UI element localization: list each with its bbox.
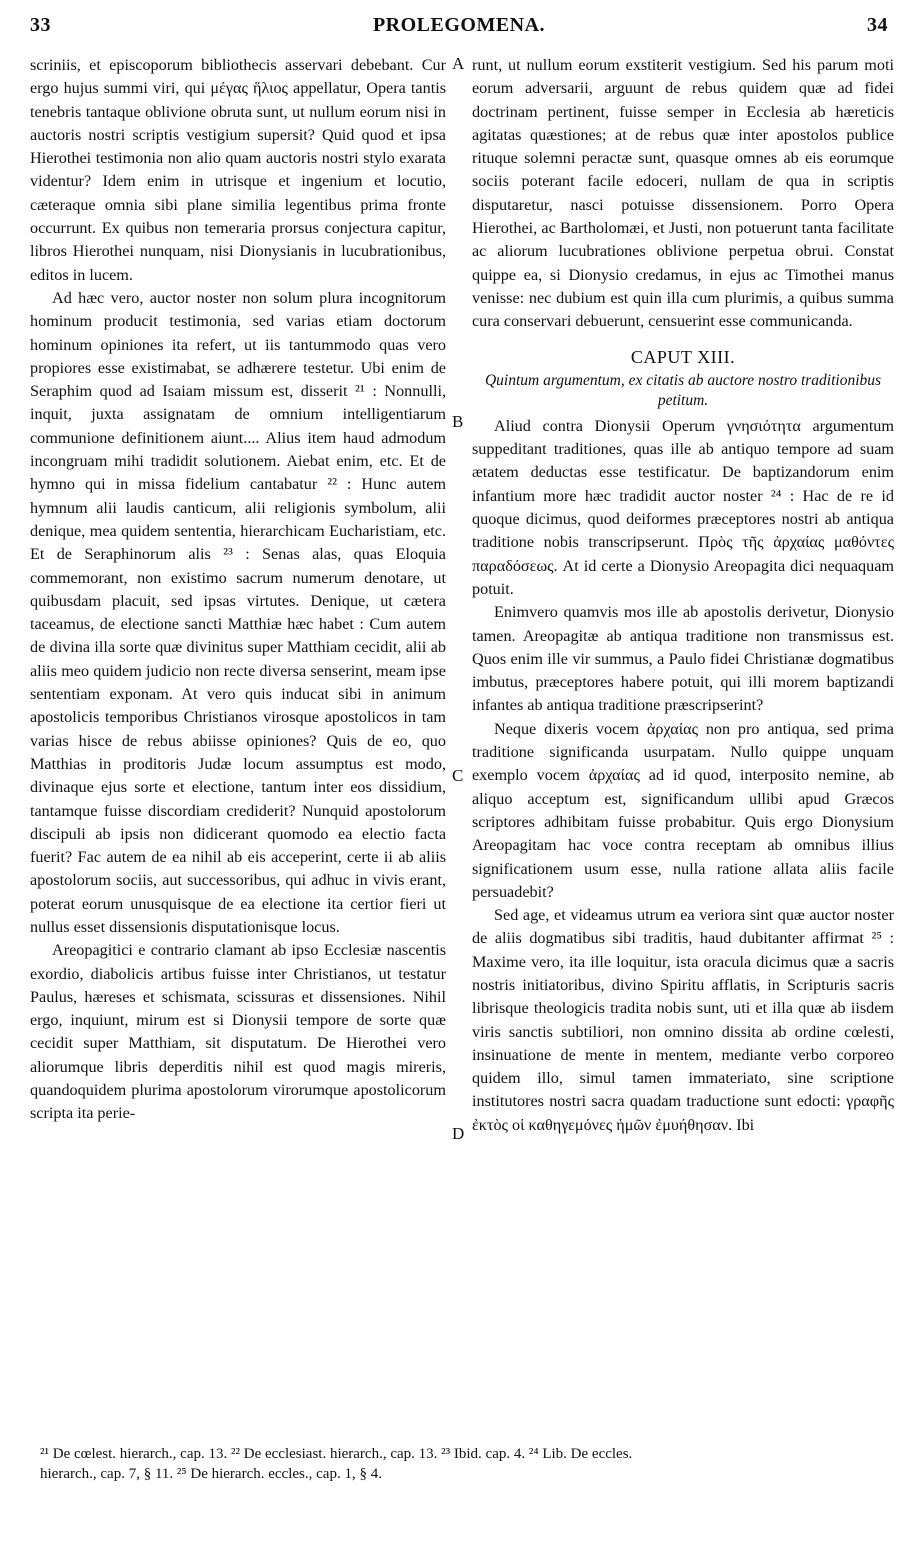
page-header <box>30 14 888 44</box>
left-paragraph-2: Ad hæc vero, auctor noster non solum plura incognitorum hominum producit testimonia, sed varias etiam doctorum hominum opiniones ita refert, ut iis tantummodo quas vero propiores esse existimabat, se adhærere testetur. Ubi enim de Seraphim quod ad Isaiam missum est, disserit ²¹ : Nonnulli, inquit, juxta assignatam de omnium intelligentiarum communione definitionem aiunt.... Alius item haud admodum incongruam mihi tradidit solutionem. Aiebat enim, etc. Et de hymno qui in missa fidelium cantabatur ²² : Hunc autem hymnum alii laudis canticum, alii religionis symbolum, alii denique, mea quidem sententia, hierarchicam Eucharistiam, etc. Et de Seraphinorum alis ²³ : Senas alas, quas Eloquia commemorant, non existimo sacrum numerum denotare, ut quibusdam placuit, sed ipsas virtutes. Denique, ut cætera taceamus, de electione sancti Matthiæ hæc habet : Cum autem de divina illa sorte quæ divinitus super Matthiam cecidit, alii ab aliis meo quidem judicio non recte diversa senserint, meam ipse sententiam exponam. At vero quis inducat sibi in animum apostolicis temporibus Christianos virosque apostolicos in tam varias hisce de rebus abiisse opiniones? Quis de eo, quo Matthias in proditoris Judæ locum assumptus est modo, divinaque ejus sorte et electione, tantum inter eos dissidium, tantamque fuisse discordiam crediderit? Nunquid apostolorum discipuli ab ipsis non didicerant quomodo ea electio facta fuerit? Fac autem de ea nihil ab eis acceperint, certe ii ab aliis apostolorum sociis, aut successoribus, qui adhuc in vivis erant, poterat eorum unusquisque de ea electione ita certior fieri ut nullus esset dissensionis disputationisque locus. <box>30 288 446 936</box>
right-paragraph-3: Enimvero quamvis mos ille ab apostolis derivetur, Dionysio tamen. Areopagitæ ab antiqua traditione non transmissus est. Quos enim ille vir summus, a Paulo fidei Christianæ dogmatibus imbutus, præceptores habere potuit, qui illi morem baptizandi infantes ab antiqua traditione præscripserint? <box>472 603 894 715</box>
left-paragraph-3: Areopagitici e contrario clamant ab ipso Ecclesiæ nascentis exordio, diabolicis artibus fuisse inter Christianos, ut testatur Paulus, hæreses et schismata, scissuras et dissensiones. Nihil ergo, inquiunt, mirum est si Dionysii tempore de sorte quæ cecidit super Matthiam, sit disputatum. De Hierothei vero aliorumque libris deperditis nihil est quod magis mireris, quandoquidem plurima apostolorum virorumque apostolicorum scripta ita perie- <box>30 941 446 1123</box>
margin-letter-b: B <box>452 412 464 431</box>
footnote-line-1: ²¹ De cœlest. hierarch., cap. 13. ²² De ecclesiast. hierarch., cap. 13. ²³ Ibid. cap. 4. ²⁴ Lib. De eccles. <box>40 1446 633 1462</box>
footnote-line-2: hierarch., cap. 7, § 11. ²⁵ De hierarch. eccles., cap. 1, § 4. <box>40 1466 382 1482</box>
footnotes <box>40 1444 886 1484</box>
chapter-heading: CAPUT XIII. <box>630 346 736 367</box>
running-title: PROLEGOMENA. <box>372 14 546 36</box>
right-paragraph-4: Neque dixeris vocem ἀρχαίας non pro antiqua, sed prima traditione significanda usurpatam. Nullo quippe unquam exemplo vocem ἀρχαίας ad id quod, interposito nemine, ab aliquo acceptum est, significandum ullibi apud Græcos scriptores adhibitam fuisse probabitur. Quis ergo Dionysium Areopagitam hac voce contra receptam ab omnibus illius significationem usum esse, nulla ratione allata aliis facile persuadebit? <box>472 719 894 901</box>
right-paragraph-1: runt, ut nullum eorum exstiterit vestigium. Sed his parum moti eorum adversarii, arguunt de rebus quidem quæ ad fidei doctrinam pertinent, fuisse semper in Ecclesia ab hæreticis agitatas quæstiones; at de rebus quæ inter apostolos publice rituque solemni peractæ sunt, quasque omnes ab eis eorumque sociis poterant facile edoceri, nullam de qua in scriptis disputaretur, nasci potuisse dissensionem. Porro Opera Hierothei, ac Bartholomæi, et Justi, non potuerunt tanta facilitate ac aliorum lucubrationes oblivione perpetua obrui. Constat quippe ea, si Dionysio credamus, in ejus ac Timothei manus venisse: nec dubium est quin illa cum plurimis, a quibus summa cura conservari debuerunt, censuerint esse communicanda. <box>472 56 894 331</box>
margin-letter-d: D <box>452 1124 465 1143</box>
page-number-right: 34 <box>867 14 888 36</box>
right-column <box>472 54 894 1137</box>
right-paragraph-5: Sed age, et videamus utrum ea veriora sint quæ auctor noster de aliis dogmatibus sibi traditis, haud dubitanter affirmat ²⁵ : Maxime vero, ita ille loquitur, ista oracula dicimus quæ a sacris nostris initiatoribus, divino Spiritu afflatis, in Scripturis sacris librisque theologicis tradita nobis sunt, uti et illa quæ ab iisdem viris sanctis subtiliori, non omnino dissita ab ordine cœlesti, insinuatione de mente in mentem, mediante verbo corporeo quidem illo, simul tamen immateriato, sine scriptione institutores nostri sacra quadam traductione sunt edocti: γραφῆς ἐκτὸς οἱ καθηγεμόνες ἡμῶν ἐμυήθησαν. Ibi <box>472 906 894 1134</box>
left-paragraph-1: scriniis, et episcoporum bibliothecis asservari debebant. Cur ergo hujus summi viri, qui μέγας ἥλιος appellatur, Opera tantis tenebris tantaque oblivione obruta sunt, ut nullum eorum nisi in auctoris nostri scriptis vestigium supersit? Quid quod et ipsa Hierothei testimonia non alio quam auctoris nostri stylo exarata videntur? Idem enim in utrisque et ingenium et locutio, cæteraque omnia sibi plane similia legentibus prima fronte occurrunt. Ex quibus non temeraria prorsus conjectura capitur, libros Hierothei nunquam, nisi Dionysianis in lucubrationibus, editos in lucem. <box>30 56 446 284</box>
chapter-subtitle: Quintum argumentum, ex citatis ab auctore nostro traditionibus petitum. <box>484 371 882 409</box>
left-column <box>30 54 446 1126</box>
right-paragraph-2: Aliud contra Dionysii Operum γνησιότητα argumentum suppeditant traditiones, quas ille ab antiquo tempore ad suam ætatem deductas esse testificatur. De baptizandorum enim infantium more hæc tradidit auctor noster ²⁴ : Hac de re id quoque dicimus, quod deiformes præceptores nostri ab antiqua traditione nobis transcripserunt. Πρὸς τῆς ἀρχαίας μαθόντες παραδόσεως. At id certe a Dionysio Areopagita dici nequaquam potuit. <box>472 416 894 598</box>
margin-letter-c: C <box>452 766 464 785</box>
page-number-left: 33 <box>30 14 51 36</box>
margin-letter-a: A <box>452 54 465 73</box>
